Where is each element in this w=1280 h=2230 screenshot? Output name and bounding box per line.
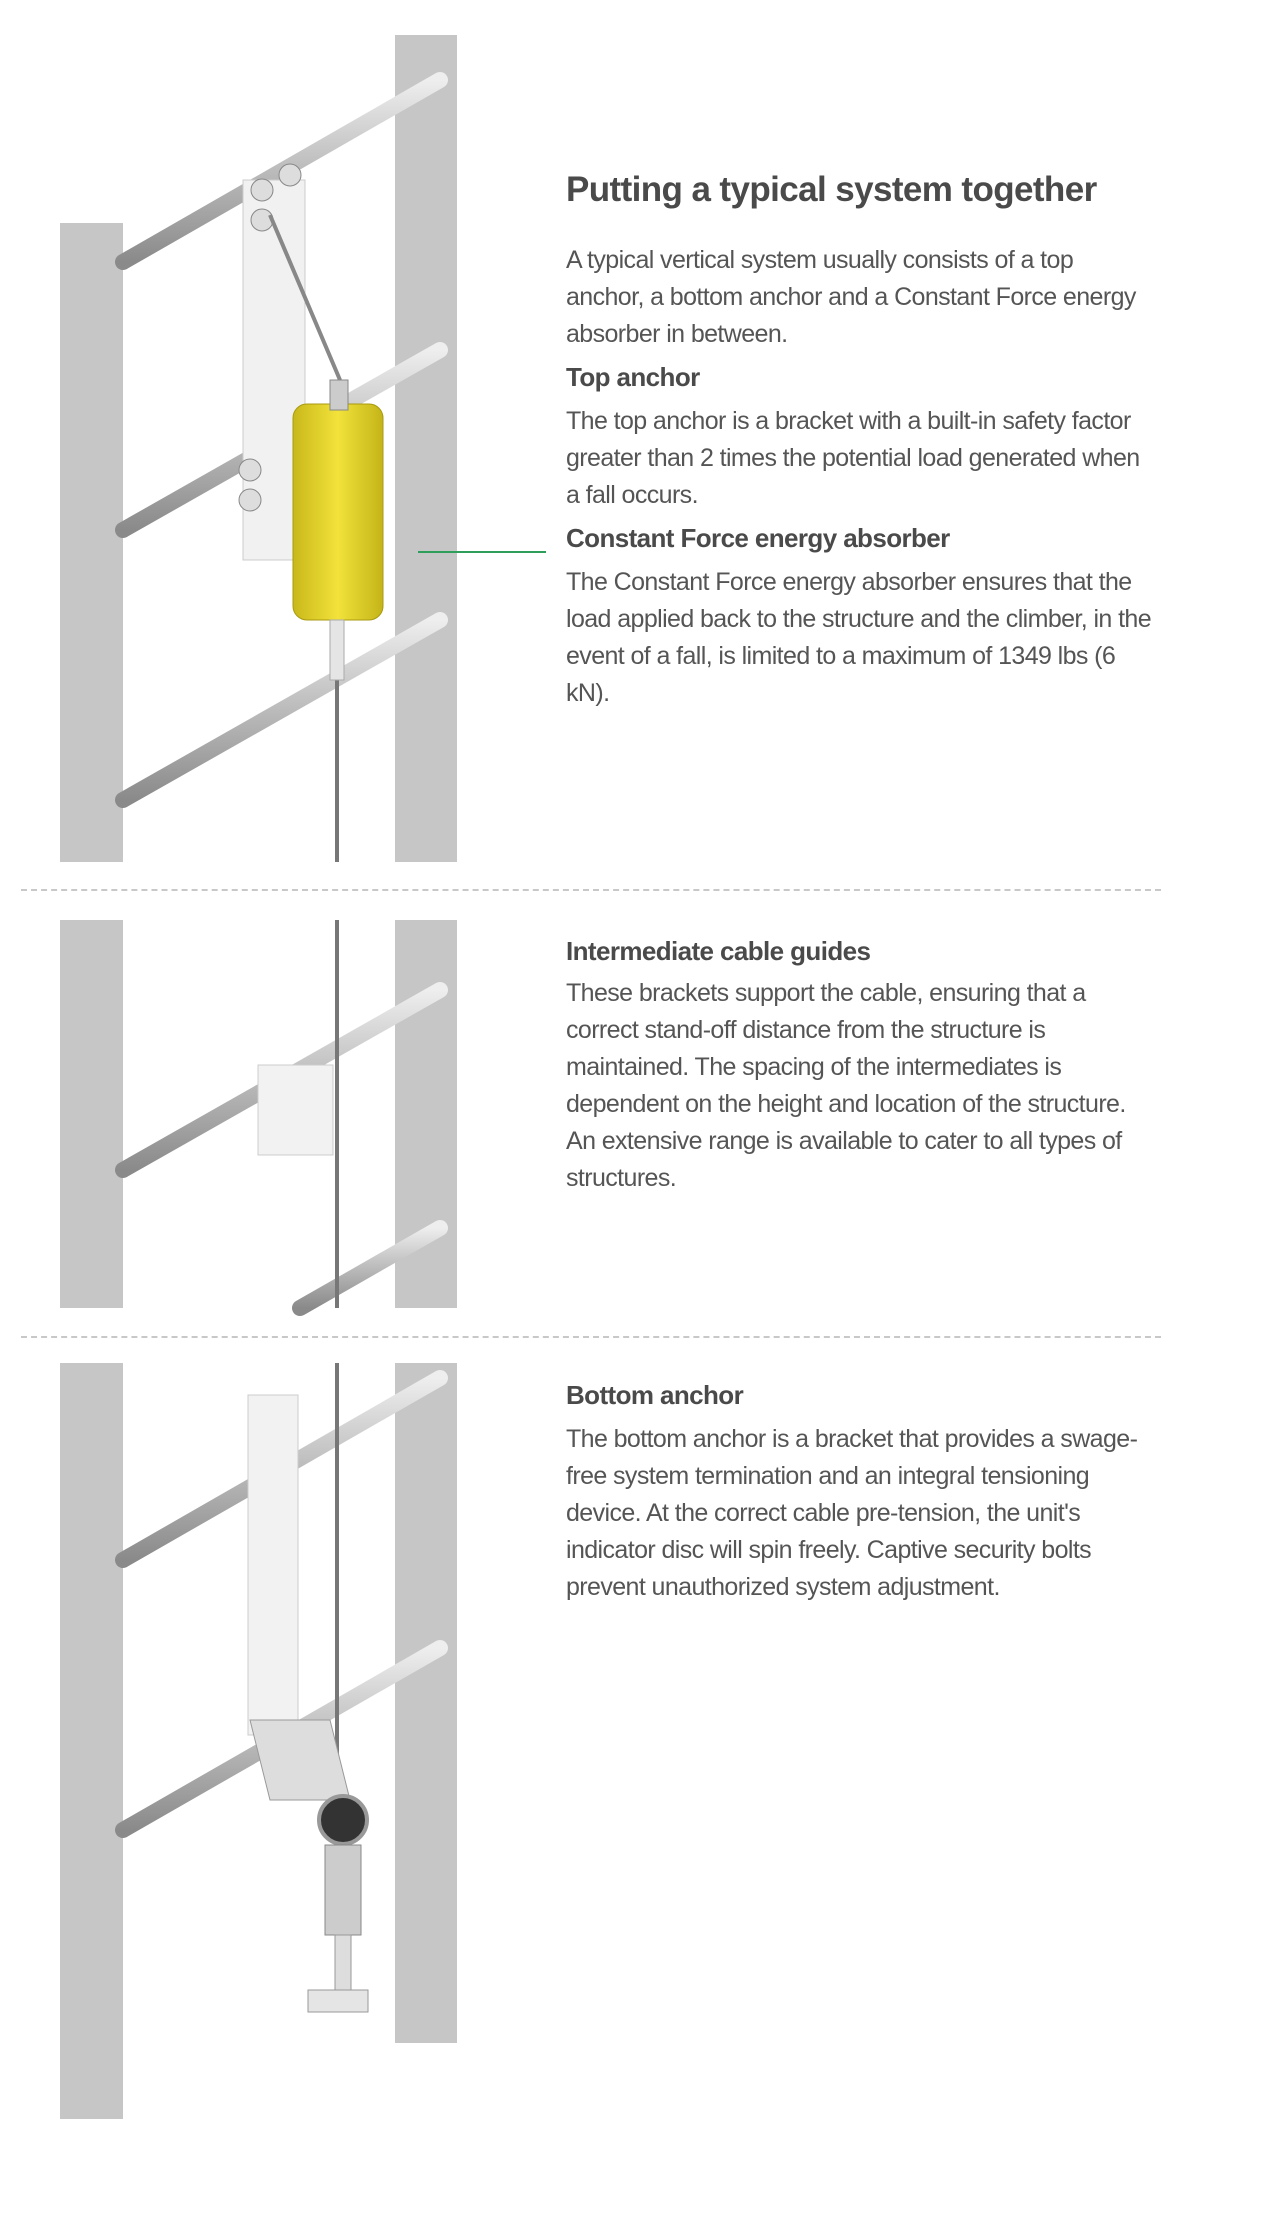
bottom-ladder-section [60, 1363, 457, 2119]
ladder-rail [395, 35, 457, 862]
bolt [251, 209, 273, 231]
intermediate-text: These brackets support the cable, ensuring that a correct stand-off distance from the structure is maintained. The spacing of the intermediates is dependent on the height and location of the structure. An extensive range is available to cater to all types of structures. [566, 979, 1126, 1192]
top-text-block [566, 242, 1156, 712]
intro-paragraph: A typical vertical system usually consists of a top anchor, a bottom anchor and a Constant Force energy absorber in between. [566, 246, 1136, 348]
ladder-rail [60, 1363, 123, 2119]
bolt [239, 489, 261, 511]
ladder-rail [60, 920, 123, 1308]
absorber-top-connector [330, 380, 348, 410]
intermediate-guide [258, 1065, 333, 1155]
intermediate-ladder-section [60, 920, 457, 1308]
section-divider [21, 889, 1161, 891]
tensioner-rod [335, 1935, 351, 1990]
ladder-rung [123, 620, 440, 800]
bolt [251, 179, 273, 201]
energy-absorber [293, 404, 383, 620]
absorber-heading: Constant Force energy absorber [566, 523, 950, 553]
intermediate-heading: Intermediate cable guides [566, 936, 871, 966]
absorber-bottom-connector [330, 620, 344, 680]
page-title: Putting a typical system together [566, 170, 1097, 209]
bottom-anchor-plate [248, 1395, 298, 1735]
title-block [566, 168, 1166, 212]
top-anchor-heading: Top anchor [566, 362, 700, 392]
bottom-text-block [566, 1377, 1156, 1606]
ladder-rail [395, 1363, 457, 2043]
top-ladder-section [60, 35, 546, 862]
intermediate-text-block [566, 933, 1156, 1197]
bottom-anchor-text: The bottom anchor is a bracket that provides a swage-free system termination and an integral tensioning device. At the correct cable pre-tension, the unit's indicator disc will spin freely. Captive security bolts prevent unauthorized system adjustment. [566, 1425, 1138, 1601]
tensioner-spring [325, 1845, 361, 1935]
bottom-anchor-heading: Bottom anchor [566, 1380, 744, 1410]
ladder-rail [60, 223, 123, 862]
tensioner-foot [308, 1990, 368, 2012]
bolt [279, 164, 301, 186]
section-divider [21, 1336, 1161, 1338]
absorber-text: The Constant Force energy absorber ensures that the load applied back to the structure and the climber, in the event of a fall, is limited to a maximum of 1349 lbs (6 kN). [566, 568, 1152, 707]
top-anchor-text: The top anchor is a bracket with a built-in safety factor greater than 2 times the potential load generated when a fall occurs. [566, 407, 1140, 509]
bolt [239, 459, 261, 481]
indicator-disc [319, 1796, 367, 1844]
